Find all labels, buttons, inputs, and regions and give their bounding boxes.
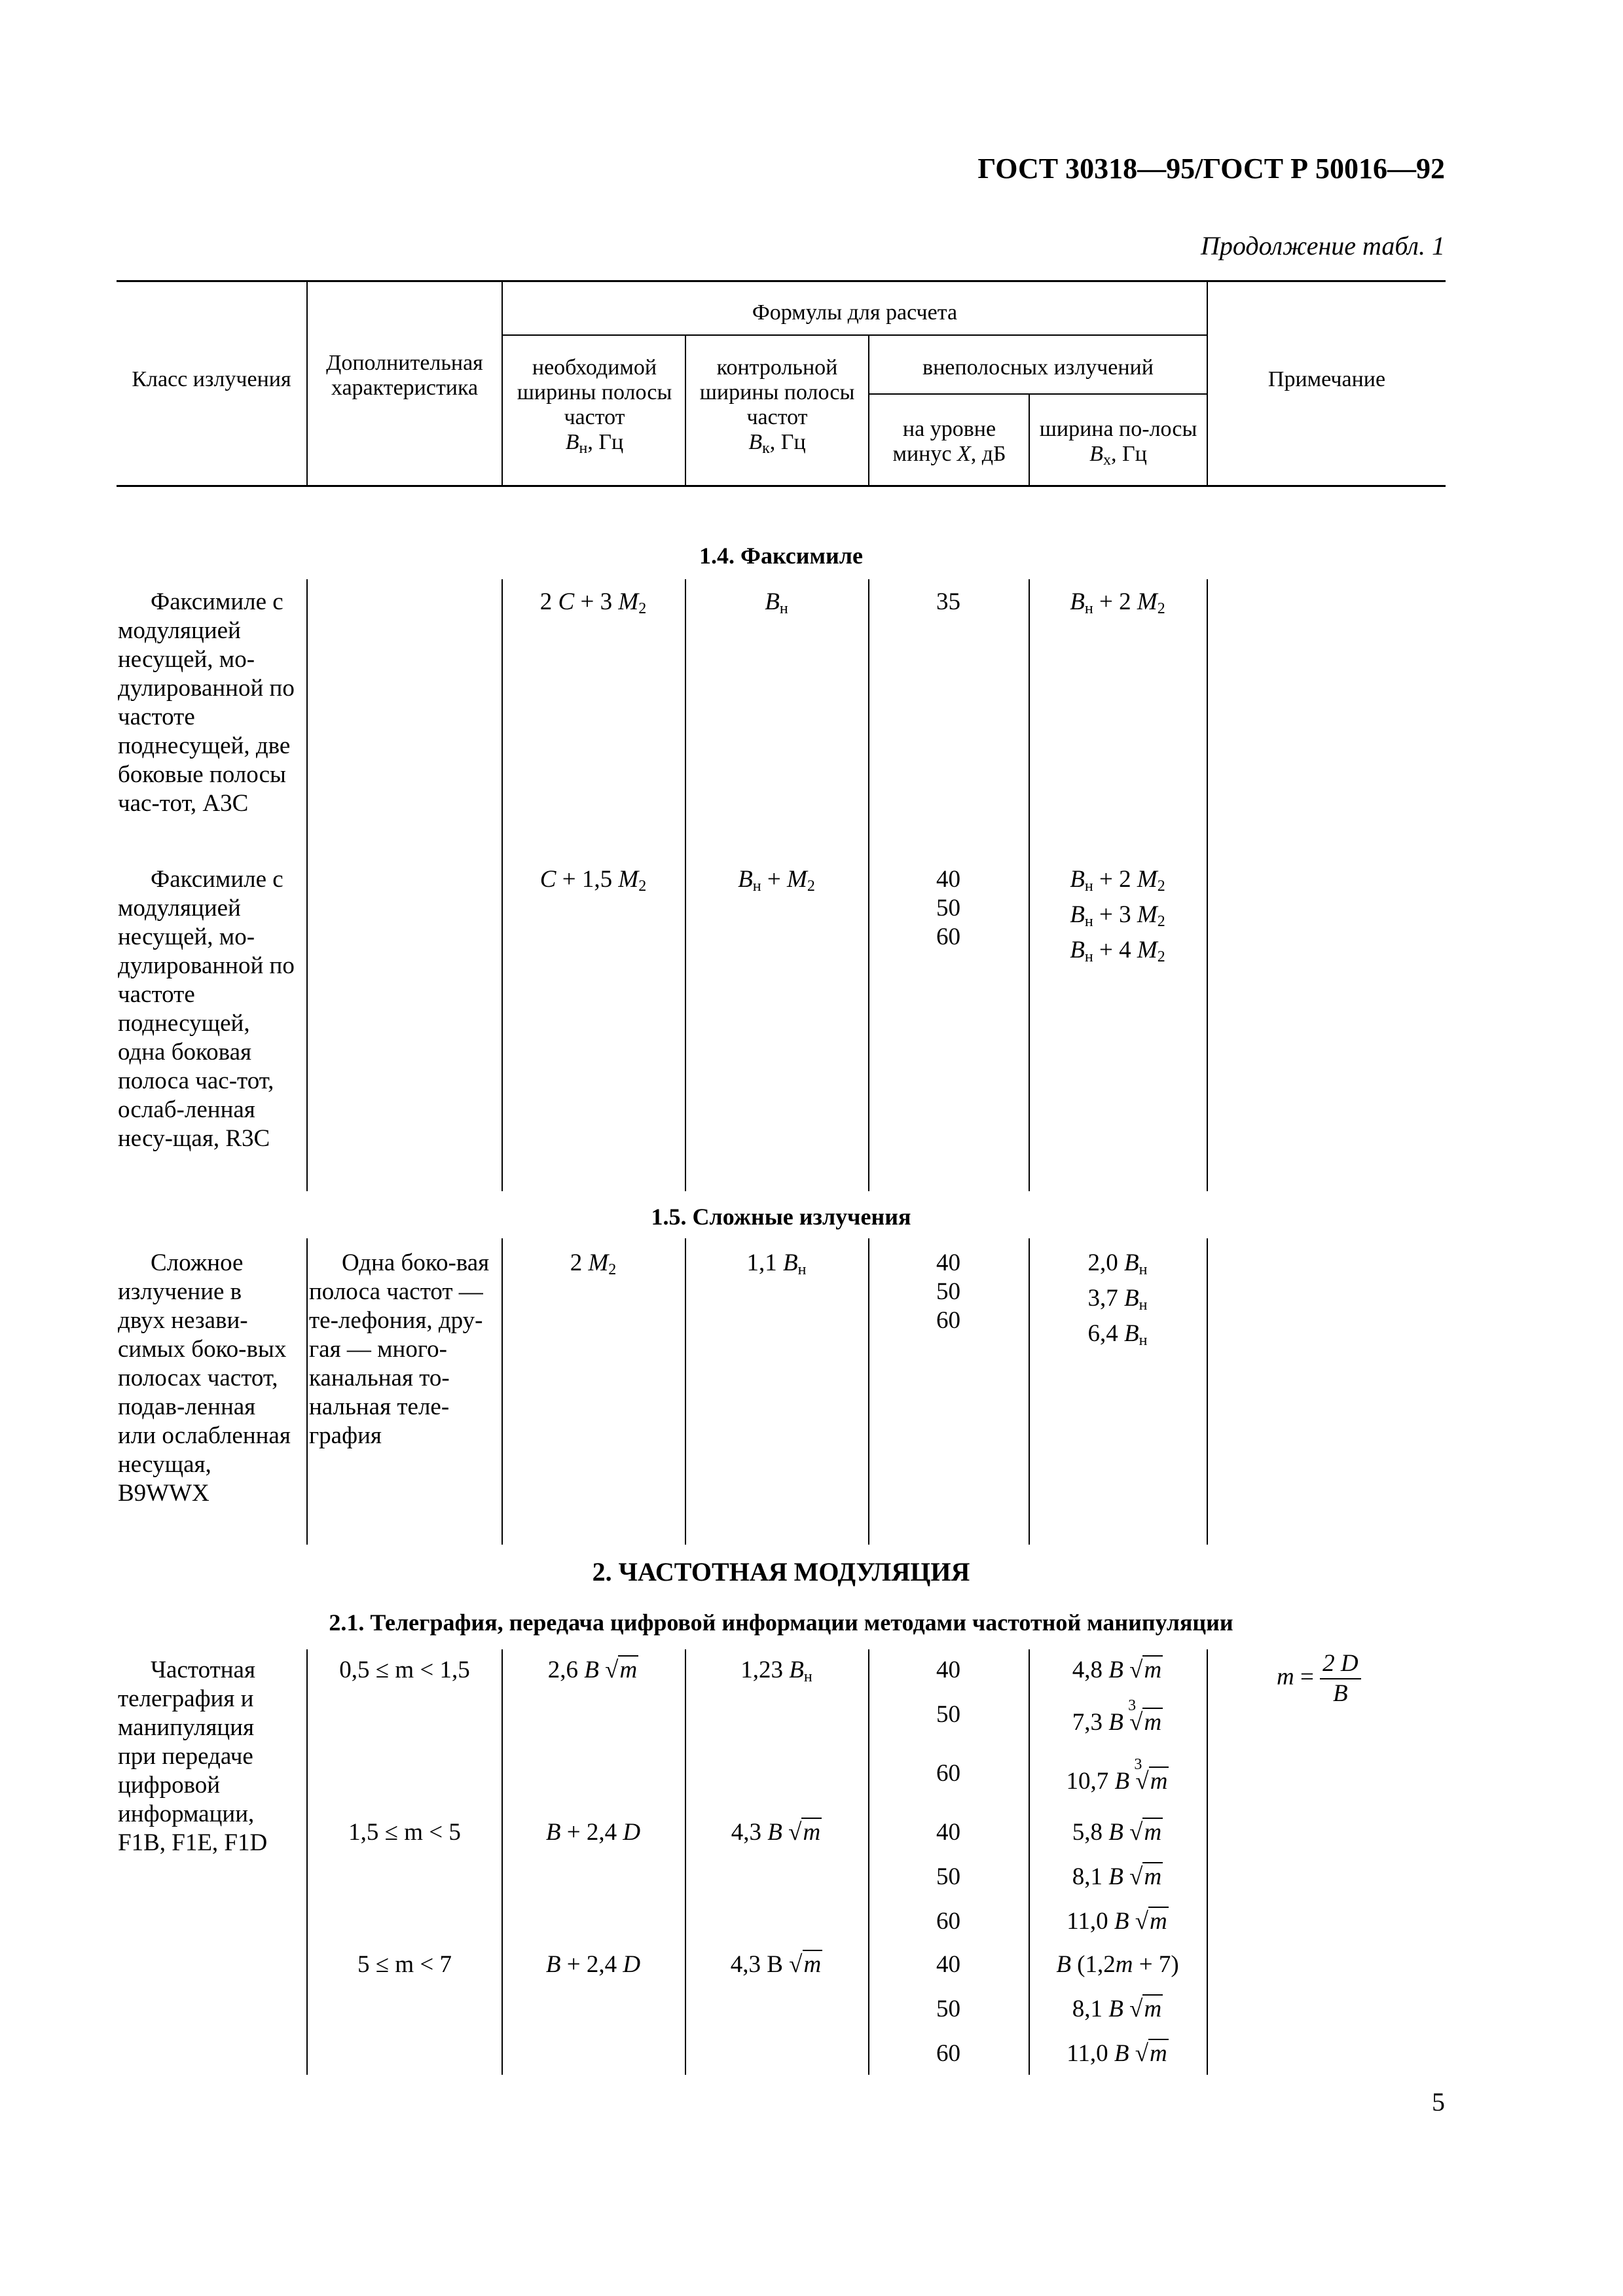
fm-bw-4: 5,8 B √m bbox=[1072, 1819, 1162, 1846]
complex-bw: 6,4 bbox=[1087, 1320, 1118, 1347]
complex-bandwidth: 2,0 $B_н$ 3,7 $B_н$ 6,4 $B_н$ bbox=[1087, 1249, 1148, 1349]
fm-range-2: 1,5 ≤ m < 5 bbox=[348, 1819, 461, 1846]
complex-level: 50 bbox=[936, 1278, 960, 1305]
fm-bw-1: 4,8 B √m bbox=[1072, 1657, 1162, 1683]
fax1-control: $B_н$ bbox=[765, 588, 788, 617]
fm-control-1: 1,23 $B_н$ bbox=[740, 1657, 812, 1685]
col-note: Примечание bbox=[1267, 367, 1386, 391]
table-header bbox=[117, 280, 1446, 487]
fm-necessary-2: B + 2,4 D bbox=[545, 1819, 641, 1846]
fax1-level: 35 bbox=[936, 588, 960, 615]
col-out-of-band: внеполосных излучений bbox=[922, 355, 1154, 380]
complex-levels bbox=[868, 1249, 1029, 1335]
fm-bw-9: 11,0 B √m bbox=[1067, 2040, 1167, 2067]
fm-bw-7: B (1,2m + 7) bbox=[1056, 1951, 1179, 1978]
fm-note-formula: m = $\frac{2 D}{B}$ bbox=[1277, 1649, 1408, 1708]
fm-level: 60 bbox=[936, 1908, 960, 1935]
fm-level: 60 bbox=[936, 2040, 960, 2067]
fm-level: 50 bbox=[936, 1701, 960, 1728]
section-2-1-title: 2.1. Телеграфия, передача цифровой информации методами частотной манипуляции bbox=[329, 1609, 1233, 1636]
fm-bw-2: 7,3 B 3 √m bbox=[1072, 1697, 1162, 1736]
fm-bw-6: 11,0 B √m bbox=[1067, 1908, 1167, 1935]
col-necessary: необходимой ширины полосы частот $B_н$, Гц bbox=[517, 355, 672, 457]
fm-bw-8: 8,1 B √m bbox=[1072, 1996, 1162, 2022]
complex-level: 40 bbox=[936, 1249, 960, 1276]
level-unit: , дБ bbox=[970, 442, 1006, 466]
page-number: 5 bbox=[1432, 2087, 1445, 2117]
fax2-control: $B_н + M_2$ bbox=[738, 866, 815, 895]
fm-class: Частотная телеграфия и манипуляция при передаче цифровой информации, F1B, F1E, F1D bbox=[118, 1657, 268, 1856]
fm-bw-3: 10,7 B 3 √m bbox=[1066, 1756, 1168, 1795]
complex-class: Сложное излучение в двух незави-симых боко-вых полосах частот, подав-ленная или ослабленная несущая, B9WWX bbox=[118, 1249, 291, 1507]
fm-level: 40 bbox=[936, 1819, 960, 1846]
necessary-unit: , Гц bbox=[587, 430, 624, 454]
col-control: контрольной ширины полосы частот $B_к$, Гц bbox=[699, 355, 855, 457]
fm-level: 50 bbox=[936, 1863, 960, 1890]
fax2-levels bbox=[868, 865, 1029, 952]
level-label: на уровне минус bbox=[892, 417, 996, 466]
fm-bw-5: 8,1 B √m bbox=[1072, 1863, 1162, 1890]
bandwidth-unit: , Гц bbox=[1110, 442, 1147, 466]
section-1-4-title: 1.4. Факсимиле bbox=[699, 543, 863, 569]
fax1-class: Факсимиле с модуляцией несущей, мо-дулированной по частоте поднесущей, две боковые полосы час-тот, A3C bbox=[118, 588, 295, 817]
fm-level: 40 bbox=[936, 1951, 960, 1978]
fax1-necessary: 2 C + 3 $M_2$ bbox=[539, 588, 647, 617]
bandwidth-label: ширина по-лосы bbox=[1039, 417, 1197, 441]
fm-level: 40 bbox=[936, 1657, 960, 1683]
standard-number: ГОСТ 30318—95/ГОСТ Р 50016—92 bbox=[977, 152, 1445, 185]
fm-range-3: 5 ≤ m < 7 bbox=[357, 1951, 452, 1978]
complex-control: 1,1 $B_н$ bbox=[746, 1249, 807, 1278]
control-label: контрольной ширины полосы частот bbox=[699, 355, 855, 429]
complex-level: 60 bbox=[936, 1307, 960, 1334]
col-additional: Дополнительная характеристика bbox=[326, 351, 483, 400]
fax2-bandwidth: $B_н + 2$ $M_2$ $B_н + 3$ $M_2$ $B_н + 4$ $M_2$ bbox=[1070, 866, 1165, 965]
fax2-necessary: C + 1,5 $M_2$ bbox=[539, 866, 647, 895]
section-1-5-title: 1.5. Сложные излучения bbox=[651, 1204, 911, 1230]
complex-bw: 2,0 bbox=[1087, 1249, 1118, 1276]
continuation-label: Продолжение табл. 1 bbox=[1200, 231, 1445, 260]
fm-level: 60 bbox=[936, 1760, 960, 1787]
fm-necessary-3: B + 2,4 D bbox=[545, 1951, 641, 1978]
fax2-level: 60 bbox=[936, 924, 960, 950]
fm-control-2: 4,3 B √m bbox=[731, 1819, 821, 1846]
fax2-level: 40 bbox=[936, 866, 960, 893]
fax2-level: 50 bbox=[936, 895, 960, 922]
fax1-bandwidth: $B_н + 2$ $M_2$ bbox=[1070, 588, 1165, 617]
complex-necessary: 2 $M_2$ bbox=[570, 1249, 617, 1278]
col-formulas: Формулы для расчета bbox=[752, 300, 958, 325]
fm-range-1: 0,5 ≤ m < 1,5 bbox=[339, 1657, 470, 1683]
fm-necessary-1: 2,6 B √m bbox=[547, 1657, 638, 1683]
fax2-class: Факсимиле с модуляцией несущей, мо-дулированной по частоте поднесущей, одна боковая полоса час-тот, ослаб-ленная несу-щая, R3C bbox=[118, 866, 295, 1152]
section-2-title: 2. ЧАСТОТНАЯ МОДУЛЯЦИЯ bbox=[592, 1557, 970, 1587]
fm-level: 50 bbox=[936, 1996, 960, 2022]
fm-control-3: 4,3 B √m bbox=[730, 1951, 822, 1978]
col-level: на уровне минус X, дБ bbox=[892, 417, 1006, 466]
col-class: Класс излучения bbox=[132, 367, 291, 391]
col-bandwidth: ширина по-лосы $B_х$, Гц bbox=[1039, 417, 1197, 469]
necessary-label: необходимой ширины полосы частот bbox=[517, 355, 672, 429]
control-unit: , Гц bbox=[769, 430, 806, 454]
complex-bw: 3,7 bbox=[1087, 1285, 1118, 1312]
complex-additional: Одна боко-вая полоса частот — те-лефония, дру-гая — много-канальная то-нальная теле-графия bbox=[309, 1249, 490, 1449]
